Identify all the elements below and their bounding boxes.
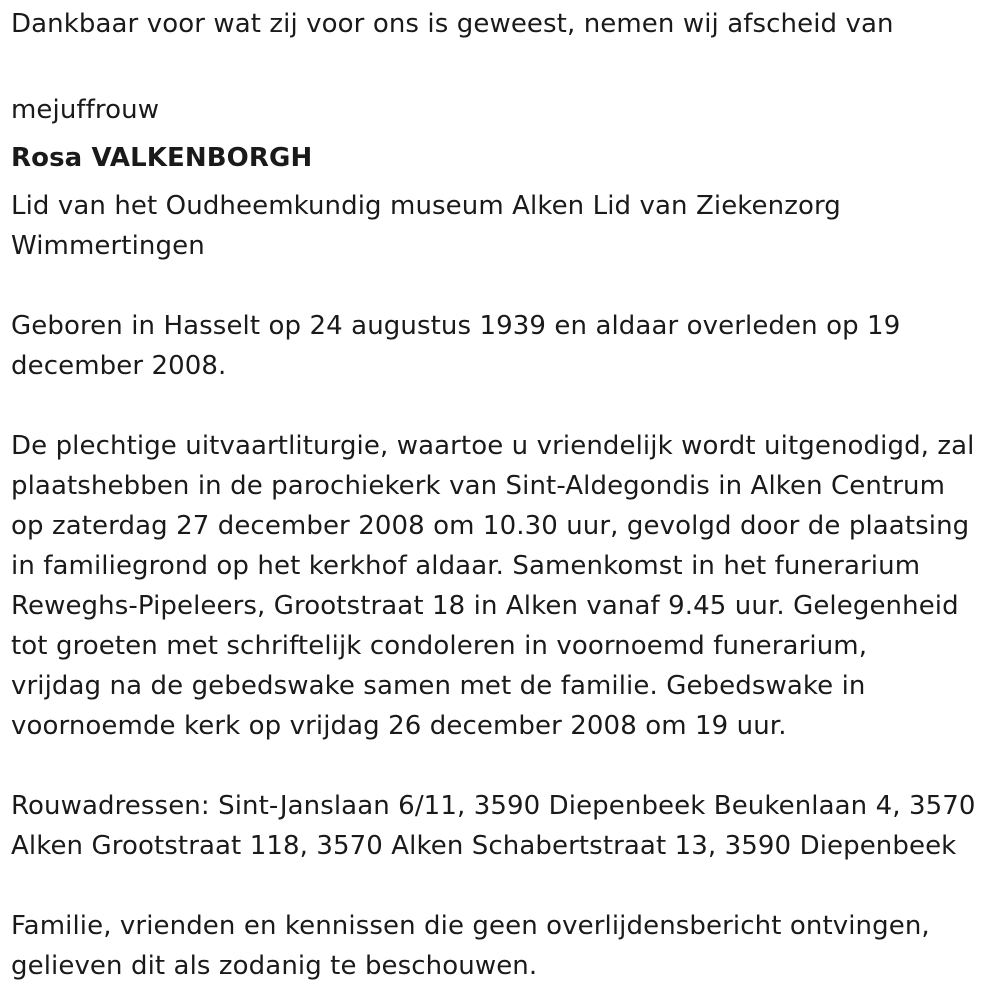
- closing-line: Familie, vrienden en kennissen die geen overlijdensbericht ontvingen,: [11, 911, 930, 941]
- spacer: [11, 746, 1000, 786]
- memberships-paragraph: [11, 186, 1000, 266]
- spacer: [11, 866, 1000, 906]
- spacer: [11, 386, 1000, 426]
- birth-death-line: december 2008.: [11, 351, 227, 381]
- funeral-line: op zaterdag 27 december 2008 om 10.30 uur, gevolgd door de plaatsing: [11, 511, 970, 541]
- membership-line: Wimmertingen: [11, 231, 205, 261]
- birth-death-paragraph: [11, 306, 1000, 386]
- funeral-line: De plechtige uitvaartliturgie, waartoe u vriendelijk wordt uitgenodigd, zal: [11, 431, 975, 461]
- funeral-line: in familiegrond op het kerkhof aldaar. Samenkomst in het funerarium: [11, 551, 921, 581]
- funeral-line: voornoemde kerk op vrijdag 26 december 2008 om 19 uur.: [11, 711, 787, 741]
- closing-paragraph: [11, 906, 1000, 986]
- funeral-line: plaatshebben in de parochiekerk van Sint-Aldegondis in Alken Centrum: [11, 471, 946, 501]
- closing-line: gelieven dit als zodanig te beschouwen.: [11, 951, 538, 981]
- birth-death-line: Geboren in Hasselt op 24 augustus 1939 en aldaar overleden op 19: [11, 311, 901, 341]
- address-line: Rouwadressen: Sint-Janslaan 6/11, 3590 Diepenbeek Beukenlaan 4, 3570: [11, 791, 976, 821]
- funeral-paragraph: [11, 426, 1000, 746]
- spacer: [11, 266, 1000, 306]
- membership-line: Lid van het Oudheemkundig museum Alken Lid van Ziekenzorg: [11, 191, 841, 221]
- funeral-line: tot groeten met schriftelijk condoleren in voornoemd funerarium,: [11, 631, 868, 661]
- intro-text: Dankbaar voor wat zij voor ons is geweest, nemen wij afscheid van: [11, 9, 894, 39]
- address-line: Alken Grootstraat 118, 3570 Alken Schabertstraat 13, 3590 Diepenbeek: [11, 831, 957, 861]
- funeral-line: vrijdag na de gebedswake samen met de familie. Gebedswake in: [11, 671, 866, 701]
- addresses-paragraph: [11, 786, 1000, 866]
- honorific-title: mejuffrouw: [11, 95, 160, 125]
- funeral-line: Reweghs-Pipeleers, Grootstraat 18 in Alken vanaf 9.45 uur. Gelegenheid: [11, 591, 959, 621]
- deceased-name: Rosa VALKENBORGH: [11, 143, 313, 173]
